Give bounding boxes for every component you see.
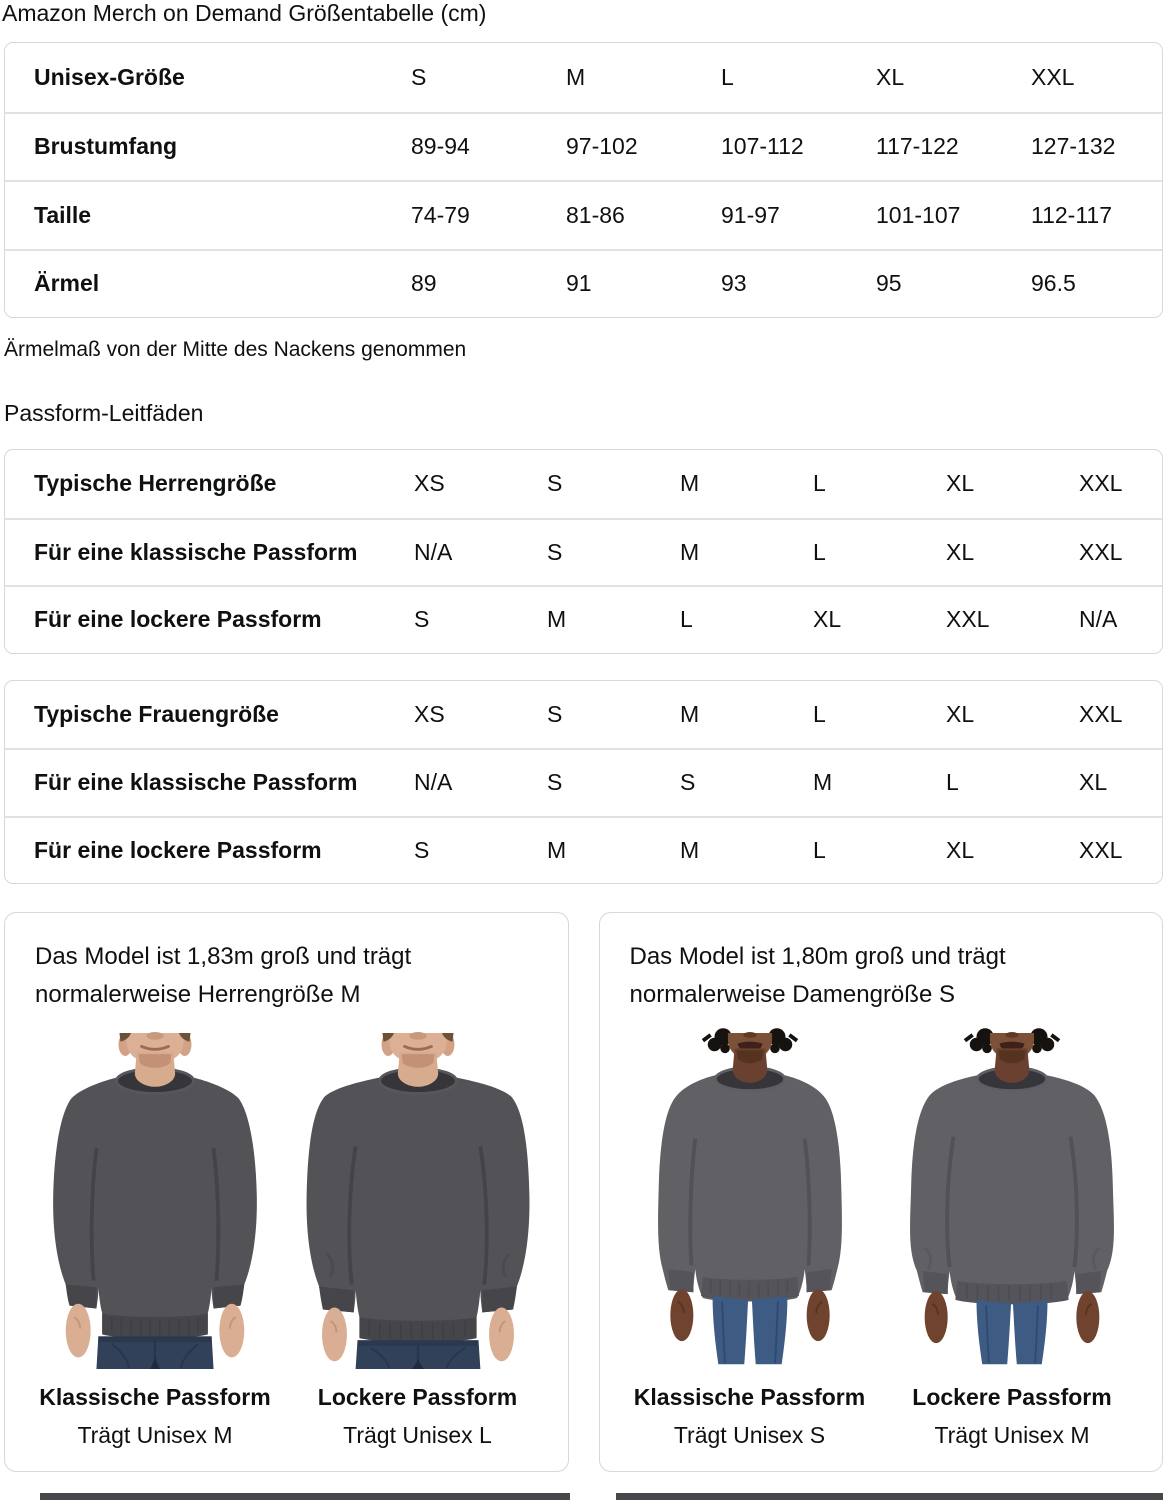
table-cell: XS (414, 700, 445, 727)
table-cell: XL (813, 606, 842, 633)
model-photo-women-classic (630, 1026, 870, 1376)
sweatshirt (910, 1068, 1114, 1305)
row-label: Für eine lockere Passform (34, 836, 322, 863)
row-label: Unisex-Größe (34, 63, 185, 90)
figure-subcaption: Trägt Unisex L (343, 1422, 492, 1448)
table-cell: 89 (411, 270, 437, 297)
table-cell: 97-102 (566, 133, 638, 160)
table-cell: L (680, 606, 693, 633)
row-label: Ärmel (34, 270, 100, 297)
table-cell: N/A (1079, 606, 1118, 633)
page-title: Amazon Merch on Demand Größentabelle (cm) (2, 0, 487, 26)
table-cell: S (680, 769, 696, 796)
row-label: Für eine klassische Passform (34, 769, 358, 796)
table-cell: 107-112 (721, 133, 804, 160)
table-cell: XL (1079, 769, 1108, 796)
row-label: Für eine lockere Passform (34, 606, 322, 633)
table-cell: 81-86 (566, 201, 625, 228)
table-cell: S (547, 769, 563, 796)
row-label: Typische Herrengröße (34, 470, 277, 497)
jeans (976, 1300, 1047, 1364)
table-cell: XXL (1079, 836, 1123, 863)
unisex-size-table (4, 42, 1163, 318)
men-fit-guide-table (4, 449, 1163, 654)
table-cell: XXL (1031, 63, 1075, 90)
sweatshirt (306, 1069, 529, 1343)
table-cell: XL (876, 63, 905, 90)
table-cell: M (547, 606, 567, 633)
women-model-card (599, 912, 1164, 1472)
men-figures (35, 1026, 538, 1454)
men-model-card (4, 912, 569, 1472)
women-figures (630, 1026, 1133, 1454)
table-cell: 101-107 (876, 201, 961, 228)
figure-caption: Klassische Passform (39, 1384, 271, 1410)
table-cell: XL (946, 538, 975, 565)
row-label: Für eine klassische Passform (34, 538, 358, 565)
table-cell: M (680, 836, 700, 863)
model-photo-women-loose (892, 1026, 1132, 1376)
figure-caption: Klassische Passform (633, 1384, 866, 1410)
table-cell: L (946, 769, 959, 796)
women-fit-guide-table (4, 680, 1163, 885)
jeans (355, 1340, 480, 1369)
figure-subcaption: Trägt Unisex M (77, 1422, 233, 1448)
table-cell: L (721, 63, 734, 90)
sweatshirt (658, 1068, 842, 1302)
sweatshirt (53, 1069, 257, 1339)
table-cell: 127-132 (1031, 133, 1116, 160)
table-cell: 74-79 (411, 201, 470, 228)
table-row (5, 585, 1162, 653)
table-cell: N/A (414, 538, 453, 565)
jeans (96, 1336, 213, 1369)
table-row (5, 681, 1162, 749)
figure-subcaption: Trägt Unisex S (673, 1422, 826, 1448)
table-row (5, 748, 1162, 816)
table-cell: S (547, 538, 563, 565)
table-cell: 91-97 (721, 201, 780, 228)
table-cell: M (680, 470, 700, 497)
table-row (5, 43, 1162, 112)
table-cell: XL (946, 470, 975, 497)
women-classic-fit-figure (630, 1026, 870, 1454)
figure-caption: Lockere Passform (317, 1384, 518, 1410)
table-cell: M (566, 63, 586, 90)
table-cell: S (414, 606, 430, 633)
table-cell: L (813, 538, 826, 565)
table-cell: 96.5 (1031, 270, 1076, 297)
table-cell: XL (946, 700, 975, 727)
next-content-peek-left (40, 1493, 570, 1500)
table-cell: S (411, 63, 427, 90)
row-label: Typische Frauengröße (34, 700, 279, 727)
men-model-description: Das Model ist 1,83m groß und trägt normalerweise Herrengröße M (35, 943, 412, 1008)
fit-guides-heading: Passform-Leitfäden (4, 400, 204, 426)
table-cell: XXL (1079, 700, 1123, 727)
sleeve-measure-note: Ärmelmaß von der Mitte des Nackens genommen (4, 338, 467, 361)
table-cell: L (813, 470, 826, 497)
row-label: Taille (34, 201, 92, 228)
next-content-peek-right (616, 1493, 1163, 1500)
model-photo-men-classic (35, 1026, 275, 1376)
table-row (5, 112, 1162, 181)
row-label: Brustumfang (34, 133, 178, 160)
table-cell: M (680, 538, 700, 565)
jeans (712, 1296, 787, 1364)
women-loose-fit-figure (892, 1026, 1132, 1454)
table-cell: 112-117 (1031, 201, 1112, 228)
figure-subcaption: Trägt Unisex M (934, 1422, 1090, 1448)
table-cell: L (813, 700, 826, 727)
men-loose-fit-figure (298, 1026, 538, 1454)
table-cell: 117-122 (876, 133, 959, 160)
table-cell: M (813, 769, 833, 796)
men-classic-fit-figure (35, 1026, 275, 1454)
women-model-description: Das Model ist 1,80m groß und trägt normalerweise Damengröße S (629, 943, 1006, 1008)
table-cell: XXL (946, 606, 990, 633)
table-cell: S (547, 470, 563, 497)
table-cell: S (414, 836, 430, 863)
table-row (5, 816, 1162, 884)
table-cell: XXL (1079, 538, 1123, 565)
table-cell: L (813, 836, 826, 863)
table-row (5, 180, 1162, 249)
table-cell: S (547, 700, 563, 727)
model-photo-men-loose (298, 1026, 538, 1376)
table-cell: 93 (721, 270, 747, 297)
table-cell: XL (946, 836, 975, 863)
figure-caption: Lockere Passform (912, 1384, 1112, 1410)
table-cell: XS (414, 470, 445, 497)
table-cell: 95 (876, 270, 902, 297)
table-cell: 89-94 (411, 133, 470, 160)
table-cell: N/A (414, 769, 453, 796)
table-row (5, 518, 1162, 586)
table-cell: XXL (1079, 470, 1123, 497)
table-cell: M (680, 700, 700, 727)
table-cell: 91 (566, 270, 592, 297)
table-row (5, 249, 1162, 318)
table-row (5, 450, 1162, 518)
table-cell: M (547, 836, 567, 863)
model-cards (4, 912, 1163, 1472)
